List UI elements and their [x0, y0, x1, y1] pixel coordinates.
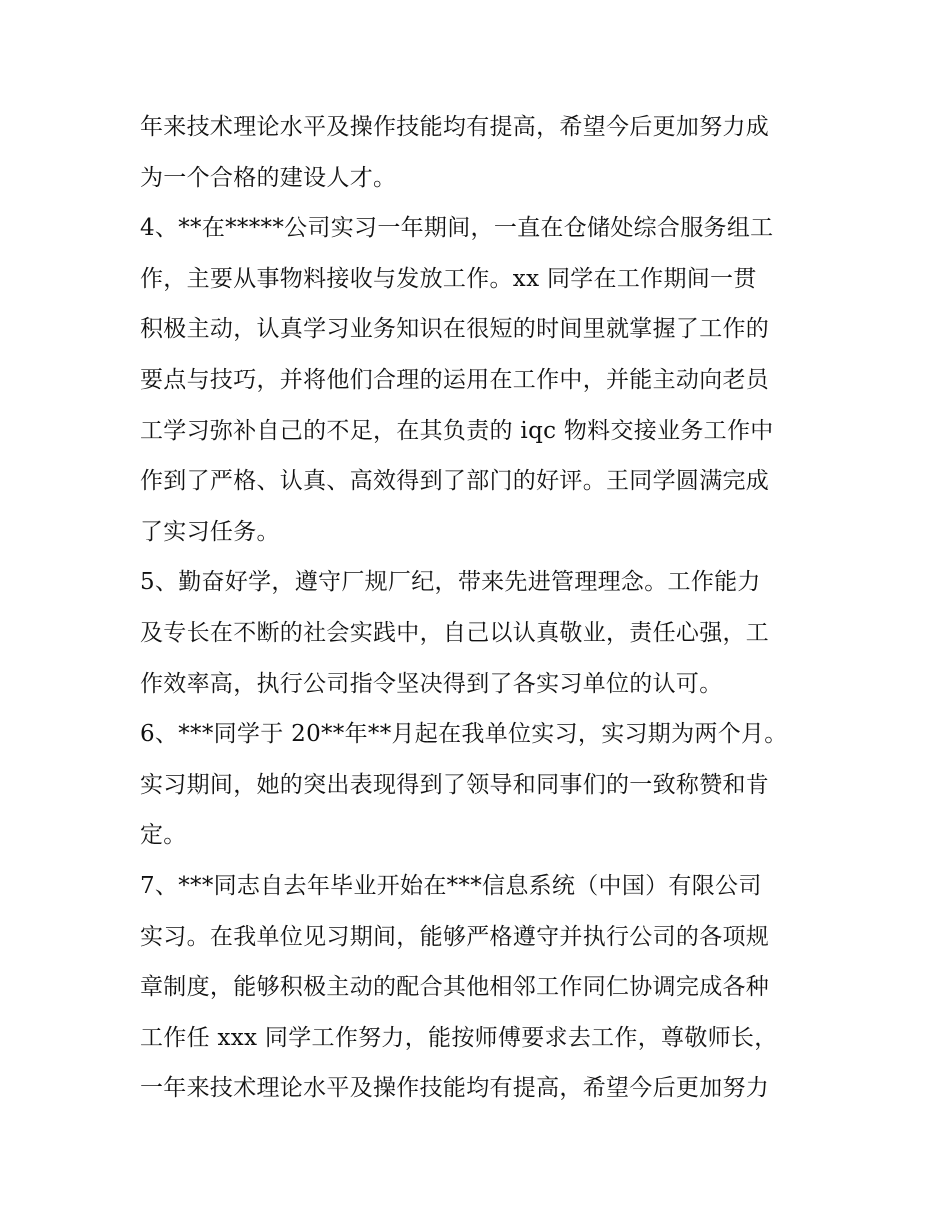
text-line: 及专长在不断的社会实践中，自己以认真敬业，责任心强，工 [140, 619, 770, 646]
text-line: 作到了严格、认真、高效得到了部门的好评。王同学圆满完成 [140, 468, 770, 495]
text-line: 作，主要从事物料接收与发放工作。xx 同学在工作期间一贯 [140, 265, 757, 292]
text-line: 定。 [140, 822, 187, 849]
text-line: 年来技术理论水平及操作技能均有提高，希望今后更加努力成 [140, 114, 770, 140]
text-line: 实习期间，她的突出表现得到了领导和同事们的一致称赞和肯 [140, 771, 770, 798]
text-line: 实习。在我单位见习期间，能够严格遵守并执行公司的各项规 [140, 923, 770, 950]
text-line: 章制度，能够积极主动的配合其他相邻工作同仁协调完成各种 [140, 974, 770, 1001]
text-line: 要点与技巧，并将他们合理的运用在工作中，并能主动向老员 [140, 366, 770, 393]
text-line: 一年来技术理论水平及操作技能均有提高，希望今后更加努力 [140, 1075, 770, 1102]
text-line: 了实习任务。 [140, 518, 280, 545]
text-line: 7、***同志自去年毕业开始在***信息系统（中国）有限公司 [140, 872, 762, 899]
text-line: 5、勤奋好学，遵守厂规厂纪，带来先进管理理念。工作能力 [140, 569, 761, 596]
text-line: 作效率高，执行公司指令坚决得到了各实习单位的认可。 [140, 670, 723, 697]
body-text [140, 102, 820, 1114]
text-line: 6、***同学于 20**年**月起在我单位实习，实习期为两个月。 [140, 721, 788, 748]
text-line: 为一个合格的建设人才。 [140, 164, 397, 191]
text-line: 4、**在*****公司实习一年期间，一直在仓储处综合服务组工 [140, 215, 774, 242]
text-line: 积极主动，认真学习业务知识在很短的时间里就掌握了工作的 [140, 316, 770, 343]
text-line: 工学习弥补自己的不足，在其负责的 iqc 物料交接业务工作中 [140, 417, 774, 444]
text-line: 工作任 xxx 同学工作努力，能按师傅要求去工作，尊敬师长， [140, 1024, 778, 1051]
